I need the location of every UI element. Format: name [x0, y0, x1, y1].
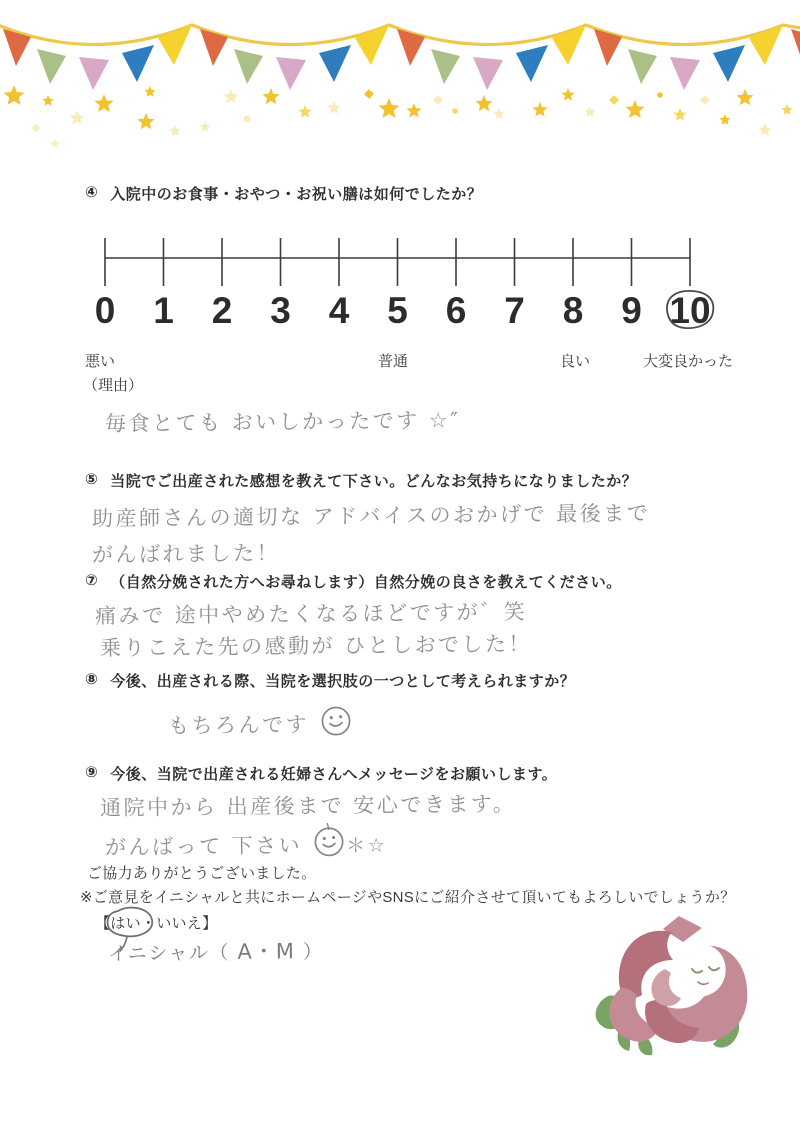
svg-text:9: 9 — [621, 290, 642, 331]
scale-label-good: 良い — [560, 353, 591, 370]
initial-handwritten-value: A・M — [237, 939, 296, 964]
initial-label: イニシャル（ — [107, 941, 231, 966]
scale-label-best: 大変良かった — [643, 353, 734, 370]
svg-text:1: 1 — [153, 290, 174, 331]
question-4-text: 入院中のお食事・おやつ・お祝い膳は如何でしたか？ — [110, 186, 483, 203]
question-7-number: ⑦ — [85, 572, 99, 589]
thanks-text: ご協力ありがとうございました。 — [87, 865, 317, 882]
sns-permission-note: ※ご意見をイニシャルと共にホームページやSNSにご紹介させて頂いてもよろしいでしょうか？ — [80, 889, 736, 906]
q5-handwritten-answer-line1: 助産師さんの適切な アドバイスのおかげで 最後まで — [91, 501, 651, 531]
bunting-banner-illustration — [0, 0, 800, 165]
smiley-face-icon — [312, 821, 346, 859]
question-7-text: （自然分娩された方へお尋ねします）自然分娩の良さを教えてください。 — [110, 574, 622, 591]
svg-text:6: 6 — [445, 290, 467, 331]
svg-text:3: 3 — [270, 290, 291, 331]
q7-handwritten-answer-line2: 乗りこえた先の感動が ひとしおでした！ — [99, 631, 533, 661]
q7-handwritten-answer-line1: 痛みで 途中やめたくなるほどですが゛笑 — [94, 599, 528, 629]
question-5 — [85, 470, 637, 491]
svg-text:8: 8 — [562, 290, 584, 331]
svg-text:2: 2 — [211, 290, 233, 331]
rose-baby-stamp-illustration — [580, 908, 780, 1108]
svg-text:10: 10 — [669, 290, 711, 331]
q8-answer-text: もちろんです — [167, 712, 310, 738]
svg-text:5: 5 — [387, 290, 408, 331]
question-9-number: ⑨ — [85, 764, 99, 781]
question-8 — [85, 670, 575, 691]
yes-no-choice: 【はい・いいえ】 — [95, 915, 218, 932]
svg-text:4: 4 — [328, 290, 350, 331]
smiley-face-icon — [319, 702, 353, 738]
question-4-number: ④ — [85, 184, 99, 201]
rating-scale — [85, 228, 735, 338]
q9-handwritten-answer-line1: 通院中から 出産後まで 安心できます。 — [99, 791, 517, 821]
question-8-number: ⑧ — [85, 671, 99, 688]
scale-label-mid: 普通 — [378, 353, 409, 370]
q9-handwritten-answer-line2 — [105, 821, 388, 862]
svg-text:7: 7 — [504, 290, 525, 331]
q9-answer-star-doodles: ＊☆ — [346, 834, 388, 857]
question-7 — [85, 571, 622, 592]
initial-label-close: ） — [302, 940, 324, 964]
q5-handwritten-answer-line2: がんばれました！ — [91, 541, 281, 567]
reason-label: （理由） — [83, 377, 144, 394]
question-4 — [85, 183, 482, 204]
q4-handwritten-answer: 毎食とても おいしかったです ☆″ — [104, 408, 461, 436]
initial-line — [108, 935, 324, 967]
question-8-text: 今後、出産される際、当院を選択肢の一つとして考えられますか？ — [110, 673, 576, 690]
question-5-text: 当院でご出産された感想を教えて下さい。どんなお気持ちになりましたか？ — [110, 473, 638, 490]
svg-text:0: 0 — [94, 290, 116, 331]
q8-handwritten-answer — [168, 702, 353, 740]
question-9 — [85, 763, 557, 784]
question-5-number: ⑤ — [85, 471, 99, 488]
q9-answer-text: がんばって 下さい — [104, 833, 303, 860]
scale-label-bad: 悪い — [85, 353, 116, 370]
question-9-text: 今後、当院で出産される妊婦さんへメッセージをお願いします。 — [110, 766, 558, 783]
